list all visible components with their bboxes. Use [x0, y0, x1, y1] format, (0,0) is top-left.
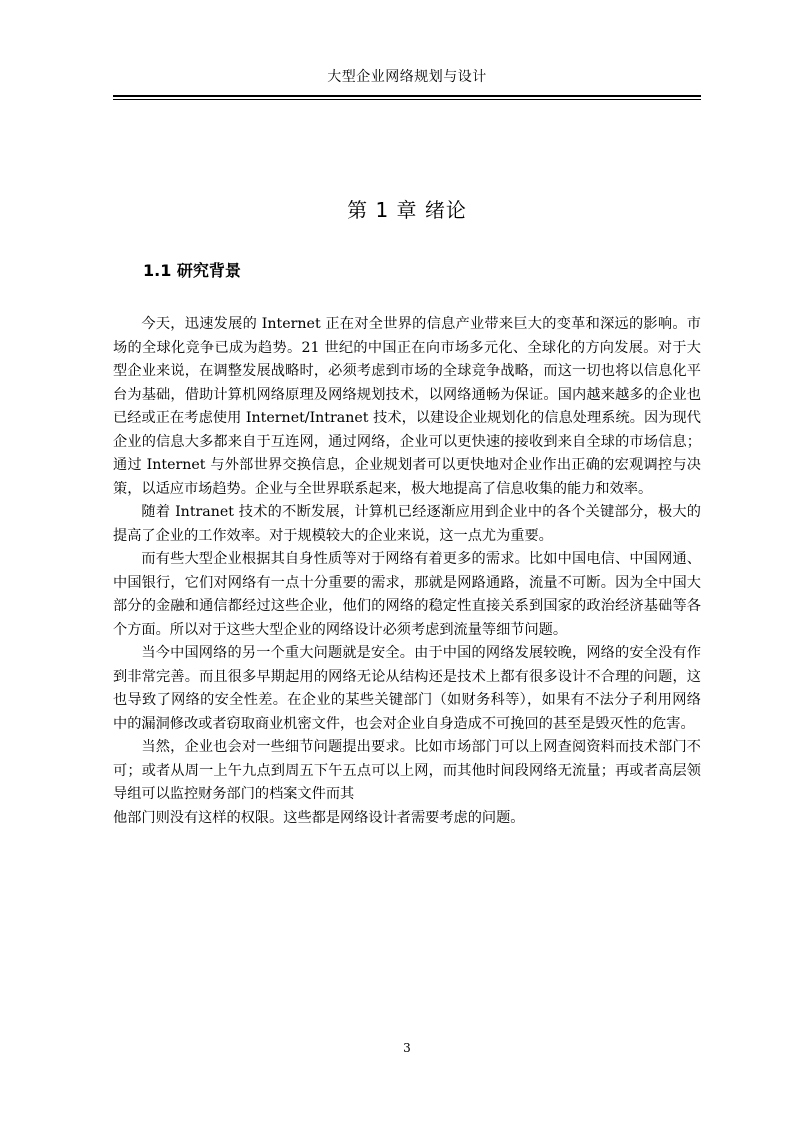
- paragraph-5-continued: 他部门则没有这样的权限。这些都是网络设计者需要考虑的问题。: [113, 809, 525, 826]
- paragraph-2: 随着 Intranet 技术的不断发展，计算机已经逐渐应用到企业中的各个关键部分，极大的提高了企业的工作效率。对于规模较大的企业来说，这一点尤为重要。: [113, 504, 701, 544]
- page-number: 3: [403, 1041, 411, 1055]
- header-rule-thick: [113, 95, 701, 97]
- header-rule-thin: [113, 99, 701, 100]
- paragraph-5: 当然，企业也会对一些细节问题提出要求。比如市场部门可以上网查阅资料而技术部门不可；或者从周一上午九点到周五下午五点可以上网，而其他时间段网络无流量；再或者高层领导组可以监控财务部门的档案文件而其: [113, 739, 701, 802]
- body-text: [113, 313, 701, 830]
- paragraph-1: 今天，迅速发展的 Internet 正在对全世界的信息产业带来巨大的变革和深远的影响。市场的全球化竞争已成为趋势。21 世纪的中国正在向市场多元化、全球化的方向发展。对于大型企业来说，在调整发展战略时，必须考虑到市场的全球竞争战略，而这一切也将以信息化平台为基础，借助计算机网络原理及网络规划技术，以网络通畅为保证。国内越来越多的企业也已经或正在考虑使用 Internet/Intranet 技术，以建设企业规划化的信息处理系统。因为现代企业的信息大多都来自于互连网，通过网络，企业可以更快速的接收到来自全球的市场信息；通过 Internet 与外部世界交换信息，企业规划者可以更快地对企业作出正确的宏观调控与决策，以适应市场趋势。企业与全世界联系起来，极大地提高了信息收集的能力和效率。: [113, 316, 701, 497]
- paragraph-3: 而有些大型企业根据其自身性质等对于网络有着更多的需求。比如中国电信、中国网通、中国银行，它们对网络有一点十分重要的需求，那就是网路通路，流量不可断。因为全中国大部分的金融和通信都经过这些企业，他们的网络的稳定性直接关系到国家的政治经济基础等各个方面。所以对于这些大型企业的网络设计必须考虑到流量等细节问题。: [113, 551, 701, 638]
- running-header: 大型企业网络规划与设计: [327, 69, 487, 85]
- paragraph-4: 当今中国网络的另一个重大问题就是安全。由于中国的网络发展较晚，网络的安全没有作到非常完善。而且很多早期起用的网络无论从结构还是技术上都有很多设计不合理的问题，这也导致了网络的安全性差。在企业的某些关键部门（如财务科等），如果有不法分子利用网络中的漏洞修改或者窃取商业机密文件，也会对企业自身造成不可挽回的甚至是毁灭性的危害。: [113, 645, 701, 732]
- section-title: 1.1 研究背景: [143, 261, 241, 280]
- chapter-title: 第 1 章 绪论: [347, 198, 467, 222]
